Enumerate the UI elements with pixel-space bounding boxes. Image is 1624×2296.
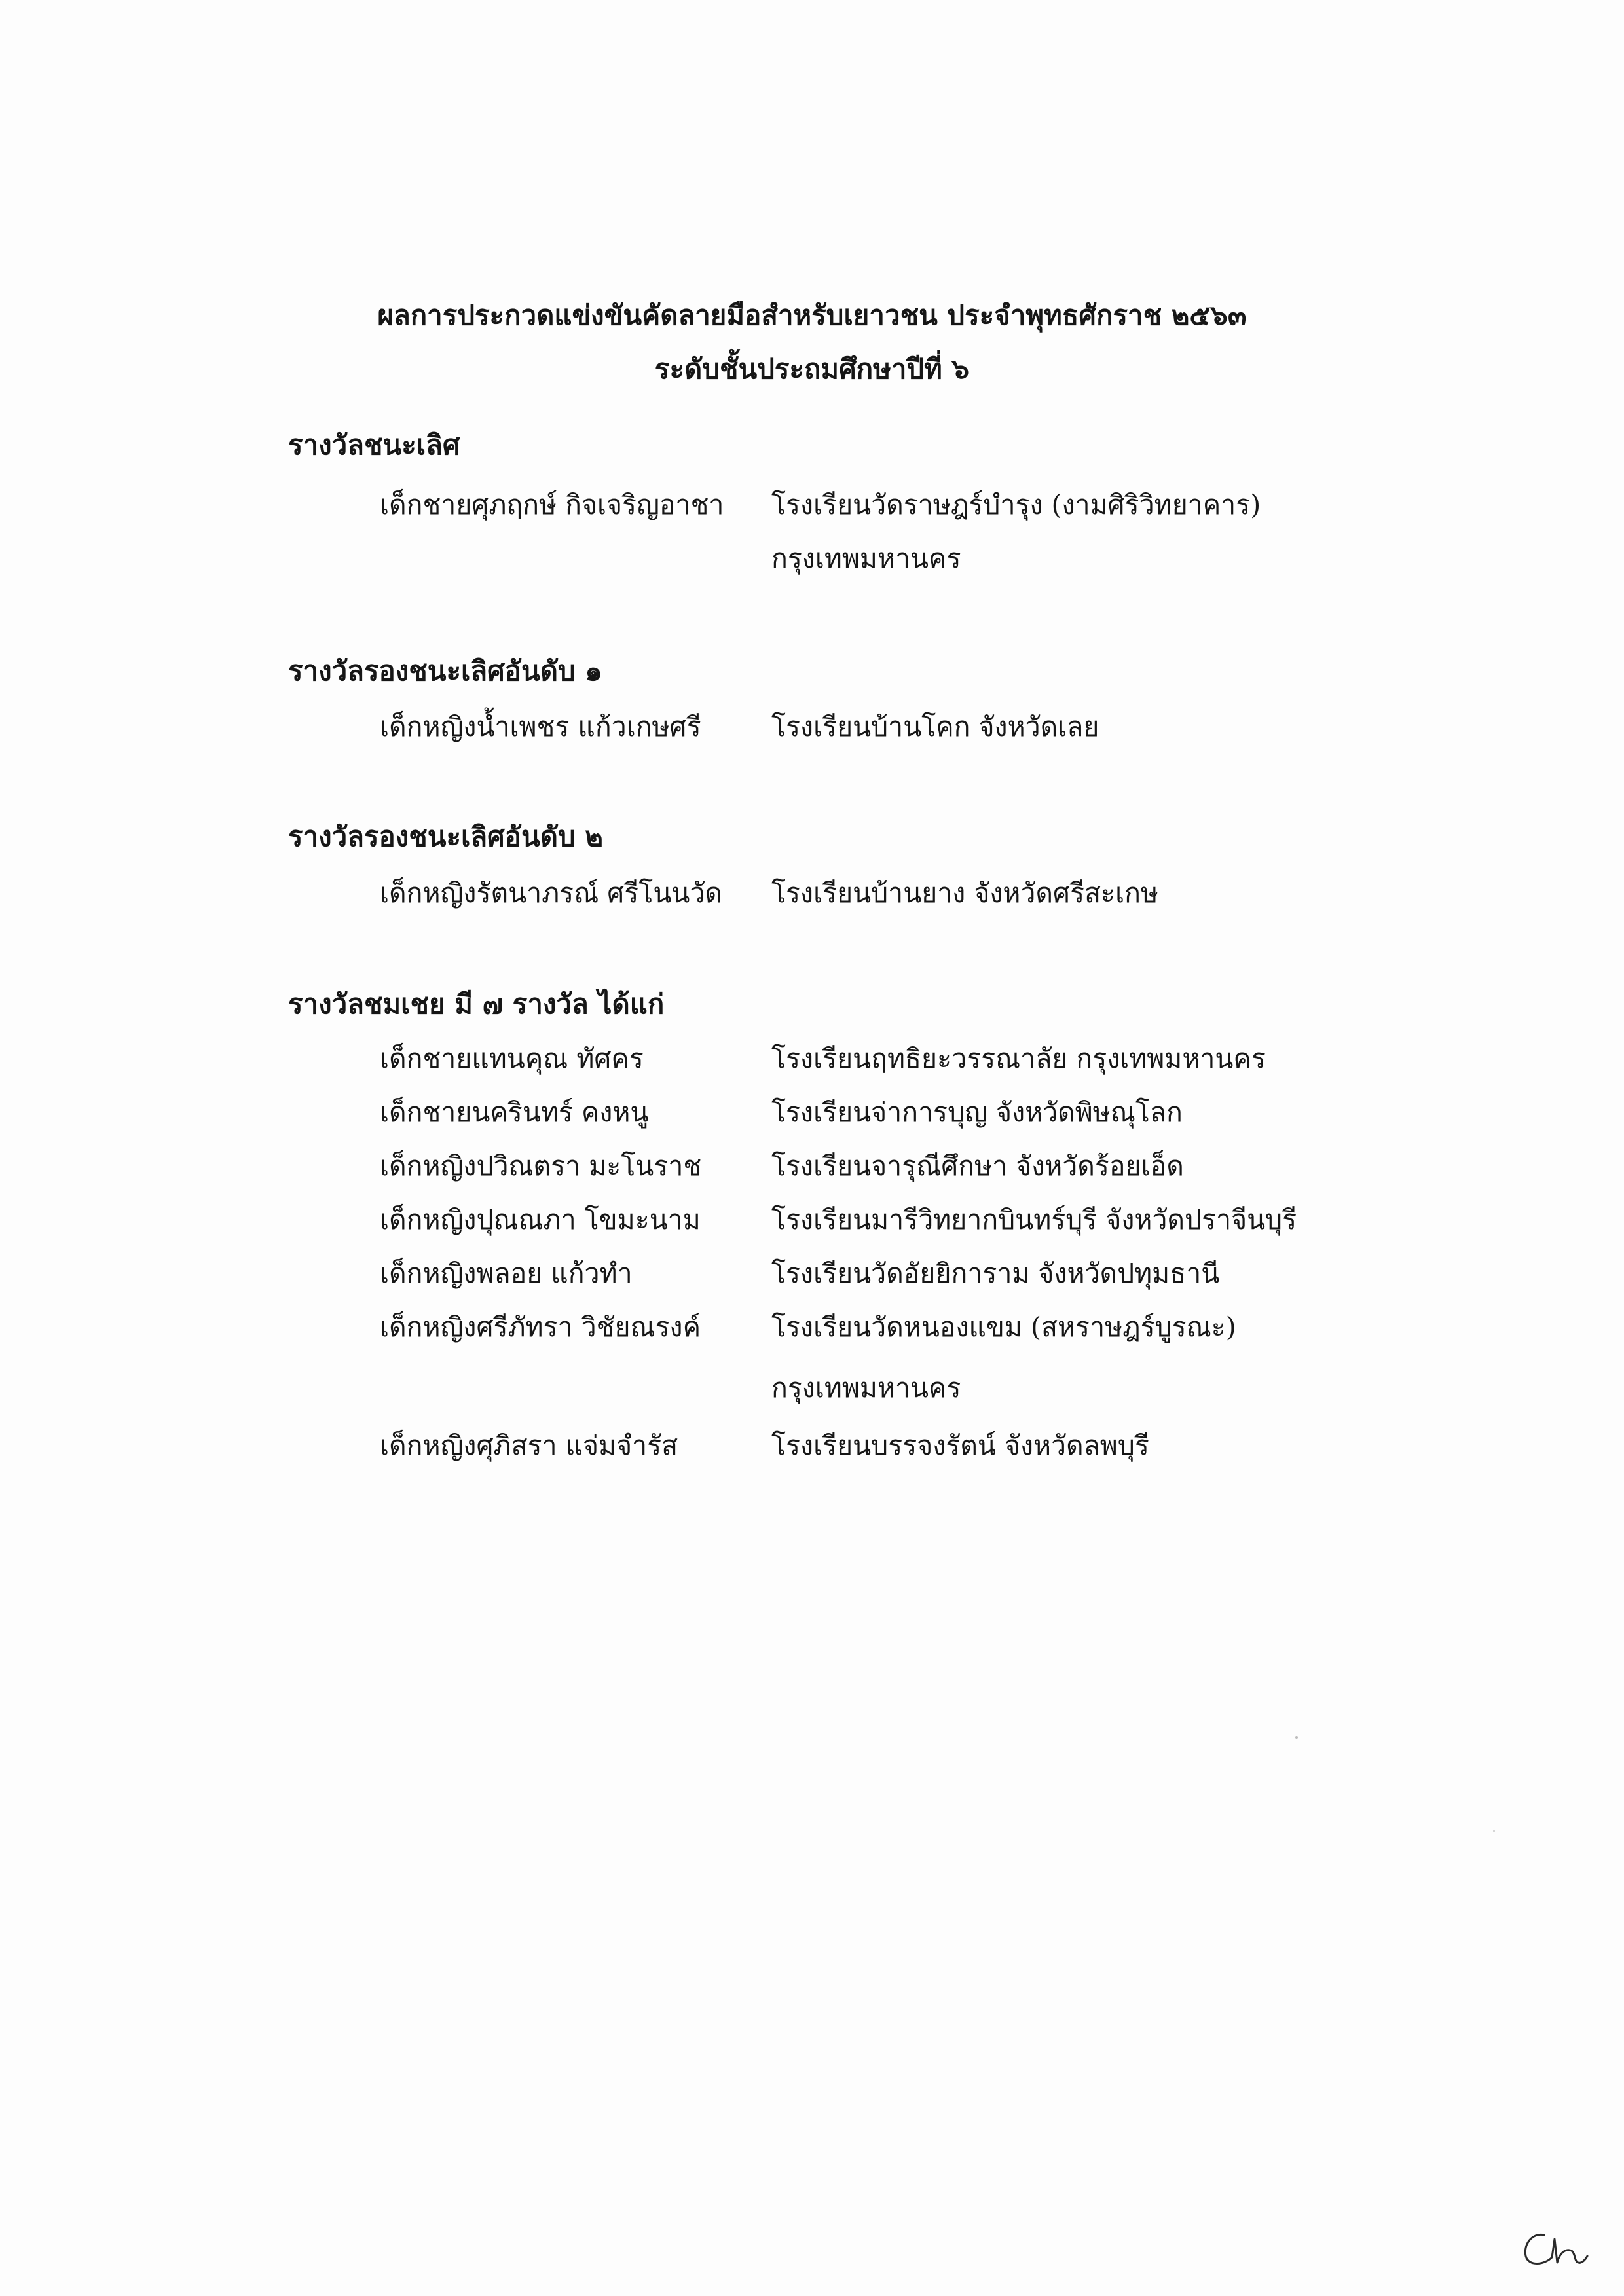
honorable-mention-name: เด็กหญิงศรีภัทรา วิชัยณรงค์ (380, 1311, 701, 1343)
runner-up-2-school: โรงเรียนบ้านยาง จังหวัดศรีสะเกษ (771, 877, 1158, 909)
honorable-mention-school: โรงเรียนบรรจงรัตน์ จังหวัดลพบุรี (771, 1430, 1149, 1461)
honorable-mention-school: โรงเรียนวัดอัยยิการาม จังหวัดปทุมธานี (771, 1258, 1220, 1289)
honorable-mention-name: เด็กชายนครินทร์ คงหนู (380, 1097, 649, 1128)
honorable-mention-school-line2: กรุงเทพมหานคร (771, 1372, 961, 1404)
honorable-mention-school: โรงเรียนจารุณีศึกษา จังหวัดร้อยเอ็ด (771, 1150, 1184, 1182)
scan-speck (1295, 1736, 1298, 1739)
honorable-mention-name: เด็กหญิงปุณณภา โขมะนาม (380, 1204, 701, 1235)
scan-speck (1493, 1830, 1495, 1832)
section-heading-runner-up-1: รางวัลรองชนะเลิศอันดับ ๑ (288, 655, 602, 687)
runner-up-2-name: เด็กหญิงรัตนาภรณ์ ศรีโนนวัด (380, 877, 723, 909)
handwritten-initials (1518, 2226, 1590, 2272)
runner-up-1-name: เด็กหญิงน้ำเพชร แก้วเกษศรี (380, 711, 701, 742)
honorable-mention-name: เด็กหญิงปวิณตรา มะโนราช (380, 1150, 702, 1182)
honorable-mention-name: เด็กหญิงศุภิสรา แจ่มจำรัส (380, 1430, 678, 1461)
honorable-mention-school: โรงเรียนฤทธิยะวรรณาลัย กรุงเทพมหานคร (771, 1043, 1266, 1074)
honorable-mention-name: เด็กชายแทนคุณ ทัศคร (380, 1043, 644, 1074)
document-title: ผลการประกวดแข่งขันคัดลายมือสำหรับเยาวชน ประจำพุทธศักราช ๒๕๖๓ (377, 299, 1247, 331)
winner-school-line2: กรุงเทพมหานคร (771, 543, 961, 574)
runner-up-1-school: โรงเรียนบ้านโคก จังหวัดเลย (771, 711, 1099, 742)
section-heading-honorable-mention: รางวัลชมเชย มี ๗ รางวัล ได้แก่ (288, 988, 665, 1020)
section-heading-winner: รางวัลชนะเลิศ (288, 429, 460, 461)
honorable-mention-school: โรงเรียนจ่าการบุญ จังหวัดพิษณุโลก (771, 1097, 1183, 1128)
winner-name: เด็กชายศุภฤกษ์ กิจเจริญอาชา (380, 489, 724, 520)
document-subtitle: ระดับชั้นประถมศึกษาปีที่ ๖ (654, 353, 970, 385)
honorable-mention-name: เด็กหญิงพลอย แก้วทำ (380, 1258, 633, 1289)
winner-school: โรงเรียนวัดราษฎร์บำรุง (งามศิริวิทยาคาร) (771, 489, 1261, 520)
section-heading-runner-up-2: รางวัลรองชนะเลิศอันดับ ๒ (288, 820, 603, 852)
honorable-mention-school: โรงเรียนมารีวิทยากบินทร์บุรี จังหวัดปราจีนบุรี (771, 1204, 1297, 1235)
honorable-mention-school: โรงเรียนวัดหนองแขม (สหราษฎร์บูรณะ) (771, 1311, 1236, 1343)
